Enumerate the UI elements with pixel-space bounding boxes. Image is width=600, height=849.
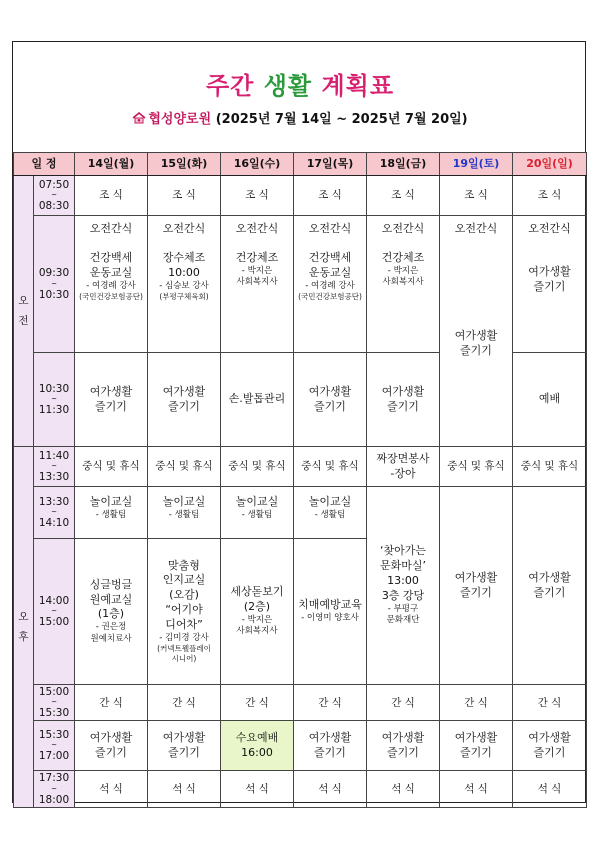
cell-pm-snack: 간 식 bbox=[148, 685, 221, 721]
cell-pm-snack: 간 식 bbox=[221, 685, 294, 721]
cell-leisure: 여가생활 즐기기 bbox=[513, 721, 587, 771]
cell-sat-1330: 여가생활 즐기기 bbox=[440, 487, 513, 685]
time-slot: 13:30 ~ 14:10 bbox=[34, 487, 75, 539]
cell-leisure: 여가생활 즐기기 bbox=[367, 721, 440, 771]
row-1330 bbox=[14, 487, 587, 539]
cell-sun-1030: 예배 bbox=[513, 353, 587, 447]
cell-mon-1400: 싱글벙글 원예교실 (1층) - 권은정 원예치료사 bbox=[75, 539, 148, 685]
cell-dinner: 석 식 bbox=[294, 771, 367, 807]
cell-tue-1400: 맞춤형 인지교실 (오감) “어기야 디어차” - 김미경 강사 (커넥트웰플레이 시니어) bbox=[148, 539, 221, 685]
cell-breakfast: 조 식 bbox=[148, 176, 221, 216]
time-slot: 14:00 ~ 15:00 bbox=[34, 539, 75, 685]
cell-dinner: 석 식 bbox=[440, 771, 513, 807]
time-slot: 09:30 ~ 10:30 bbox=[34, 216, 75, 353]
cell-pm-snack: 간 식 bbox=[294, 685, 367, 721]
cell-dinner: 석 식 bbox=[75, 771, 148, 807]
cell-sun-1330: 여가생활 즐기기 bbox=[513, 487, 587, 685]
cell-thu-0930: 오전간식 건강백세 운동교실 - 여경례 강사 (국민건강보험공단) bbox=[294, 216, 367, 353]
section-morning: 오 전 bbox=[14, 176, 34, 447]
cell-leisure: 여가생활 즐기기 bbox=[148, 353, 221, 447]
cell-leisure: 여가생활 즐기기 bbox=[367, 353, 440, 447]
cell-wed-1030: 손.발톱관리 bbox=[221, 353, 294, 447]
cell-breakfast: 조 식 bbox=[513, 176, 587, 216]
cell-leisure: 여가생활 즐기기 bbox=[294, 353, 367, 447]
row-dinner bbox=[14, 771, 587, 807]
day-header-fri: 18일(금) bbox=[367, 153, 440, 176]
page-title bbox=[0, 66, 600, 101]
cell-pm-snack: 간 식 bbox=[513, 685, 587, 721]
cell-mon-0930: 오전간식 건강백세 운동교실 - 여경례 강사 (국민건강보험공단) bbox=[75, 216, 148, 353]
subtitle bbox=[0, 108, 600, 127]
cell-pm-snack: 간 식 bbox=[367, 685, 440, 721]
title-word-weekly: 주간 bbox=[205, 72, 255, 100]
cell-dinner: 석 식 bbox=[221, 771, 294, 807]
day-header-wed: 16일(수) bbox=[221, 153, 294, 176]
cell-lunch: 중식 및 휴식 bbox=[221, 447, 294, 487]
cell-fri-0930: 오전간식 건강체조 - 박지은 사회복지사 bbox=[367, 216, 440, 353]
cell-lunch: 중식 및 휴식 bbox=[440, 447, 513, 487]
cell-lunch: 중식 및 휴식 bbox=[148, 447, 221, 487]
cell-breakfast: 조 식 bbox=[75, 176, 148, 216]
cell-wed-1530: 수요예배 16:00 bbox=[221, 721, 294, 771]
cell-leisure: 여가생활 즐기기 bbox=[294, 721, 367, 771]
row-breakfast bbox=[14, 176, 587, 216]
cell-leisure: 여가생활 즐기기 bbox=[75, 721, 148, 771]
day-header-sat: 19일(토) bbox=[440, 153, 513, 176]
cell-lunch: 중식 및 휴식 bbox=[294, 447, 367, 487]
schedule-period: (2025년 7월 14일 ~ 2025년 7월 20일) bbox=[215, 112, 468, 127]
cell-wed-1400: 세상돋보기 (2층) - 박지은 사회복지사 bbox=[221, 539, 294, 685]
header-label: 일 정 bbox=[14, 153, 75, 176]
cell-leisure: 여가생활 즐기기 bbox=[148, 721, 221, 771]
day-header-mon: 14일(월) bbox=[75, 153, 148, 176]
cell-dinner: 석 식 bbox=[513, 771, 587, 807]
cell-play: 놀이교실 - 생활팀 bbox=[75, 487, 148, 539]
title-word-plan: 계획표 bbox=[321, 72, 395, 100]
header-row bbox=[14, 153, 587, 176]
section-afternoon: 오 후 bbox=[14, 447, 34, 808]
row-pm-snack bbox=[14, 685, 587, 721]
time-slot: 15:00 ~ 15:30 bbox=[34, 685, 75, 721]
cell-dinner: 석 식 bbox=[148, 771, 221, 807]
cell-breakfast: 조 식 bbox=[440, 176, 513, 216]
title-word-life: 생활 bbox=[263, 72, 313, 100]
cell-leisure: 여가생활 즐기기 bbox=[75, 353, 148, 447]
day-header-sun: 20일(일) bbox=[513, 153, 587, 176]
cell-lunch: 중식 및 휴식 bbox=[75, 447, 148, 487]
cell-sun-0930: 오전간식 여가생활 즐기기 bbox=[513, 216, 587, 353]
cell-breakfast: 조 식 bbox=[367, 176, 440, 216]
cell-breakfast: 조 식 bbox=[294, 176, 367, 216]
day-header-tue: 15일(화) bbox=[148, 153, 221, 176]
cell-fri-lunch: 짜장면봉사 -장아 bbox=[367, 447, 440, 487]
cell-breakfast: 조 식 bbox=[221, 176, 294, 216]
cell-leisure: 여가생활 즐기기 bbox=[440, 721, 513, 771]
cell-pm-snack: 간 식 bbox=[75, 685, 148, 721]
time-slot: 15:30 ~ 17:00 bbox=[34, 721, 75, 771]
cell-pm-snack: 간 식 bbox=[440, 685, 513, 721]
cell-tue-0930: 오전간식 장수체조 10:00 - 심승보 강사 (부평구체육회) bbox=[148, 216, 221, 353]
cell-lunch: 중식 및 휴식 bbox=[513, 447, 587, 487]
weekly-schedule-table bbox=[13, 152, 587, 808]
time-slot: 11:40 ~ 13:30 bbox=[34, 447, 75, 487]
cell-dinner: 석 식 bbox=[367, 771, 440, 807]
house-logo-icon bbox=[132, 112, 146, 124]
row-lunch bbox=[14, 447, 587, 487]
time-slot: 10:30 ~ 11:30 bbox=[34, 353, 75, 447]
org-name: 협성양로원 bbox=[148, 112, 212, 127]
cell-thu-1400: 치매예방교육 - 이영미 양호사 bbox=[294, 539, 367, 685]
cell-play: 놀이교실 - 생활팀 bbox=[148, 487, 221, 539]
time-slot: 17:30 ~ 18:00 bbox=[34, 771, 75, 807]
day-header-thu: 17일(목) bbox=[294, 153, 367, 176]
time-slot: 07:50 ~ 08:30 bbox=[34, 176, 75, 216]
row-0930 bbox=[14, 216, 587, 353]
cell-sat-0930: 오전간식 여가생활 즐기기 bbox=[440, 216, 513, 447]
cell-wed-0930: 오전간식 건강체조 - 박지은 사회복지사 bbox=[221, 216, 294, 353]
cell-play: 놀이교실 - 생활팀 bbox=[221, 487, 294, 539]
row-1530 bbox=[14, 721, 587, 771]
cell-fri-1330: ‘찾아가는 문화마실’ 13:00 3층 강당 - 부평구 문화재단 bbox=[367, 487, 440, 685]
cell-play: 놀이교실 - 생활팀 bbox=[294, 487, 367, 539]
